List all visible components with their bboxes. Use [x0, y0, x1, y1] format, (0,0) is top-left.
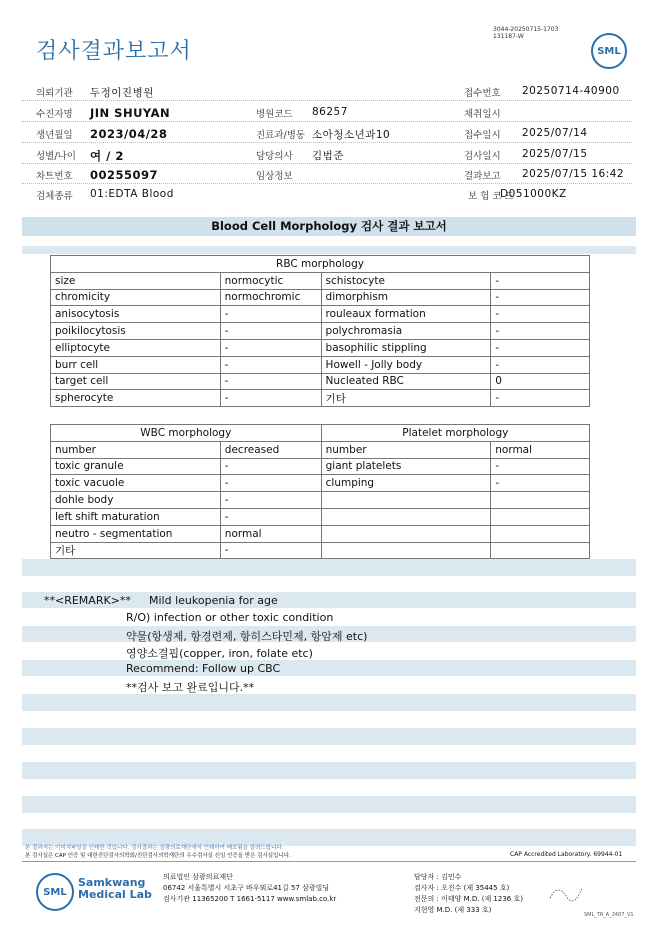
header-label: 담당의사: [256, 151, 293, 162]
table-cell: clumping: [321, 475, 491, 492]
table-cell: burr cell: [51, 356, 221, 373]
table-cell: [321, 508, 491, 525]
header-label: 채취일시: [464, 109, 501, 120]
table-cell: -: [491, 475, 590, 492]
table-cell: dohle body: [51, 492, 221, 509]
table-cell: number: [51, 441, 221, 458]
table-cell: [491, 492, 590, 509]
header-value: D051000KZ: [500, 188, 567, 200]
table-cell: spherocyte: [51, 390, 221, 407]
rbc-morphology-table: [50, 255, 590, 407]
form-version: SML_TR_A_2407_V1: [584, 912, 634, 918]
table-cell: -: [491, 339, 590, 356]
header-value: 86257: [312, 106, 348, 118]
table-cell: -: [220, 356, 321, 373]
table-cell: -: [491, 458, 590, 475]
table-row: [51, 339, 590, 356]
table-cell: [321, 525, 491, 542]
table-row: [51, 373, 590, 390]
header-label: 접수일시: [464, 130, 501, 141]
remark-line: R/O) infection or other toxic condition: [126, 611, 334, 624]
table-cell: giant platelets: [321, 458, 491, 475]
table-row: [51, 306, 590, 323]
header-label: 병원코드: [256, 109, 293, 120]
header-label: 결과보고: [464, 171, 501, 182]
table-cell: -: [220, 492, 321, 509]
band: [22, 762, 636, 779]
table-row: [51, 289, 590, 306]
table-cell: -: [220, 508, 321, 525]
header-label: 차트번호: [36, 171, 73, 182]
document-id: 3044-20250715-1703 131187-W: [493, 26, 559, 40]
table-cell: neutro - segmentation: [51, 525, 221, 542]
header-label: 수진자명: [36, 109, 73, 120]
table-cell: target cell: [51, 373, 221, 390]
header-value: 2025/07/15: [522, 148, 588, 160]
table-cell: dimorphism: [321, 289, 491, 306]
table-cell: normal: [491, 441, 590, 458]
table-cell: decreased: [220, 441, 321, 458]
staff-list: 담당자 : 김민수 검사자 : 오진수 (제 35445 호) 전문의 : 이태양 M.D. (제 1236 호) 지현영 M.D. (제 333 호): [414, 873, 523, 914]
table-cell: number: [321, 441, 491, 458]
wbc-platelet-morphology-table: [50, 424, 590, 559]
table-cell: [491, 525, 590, 542]
table-row: [51, 323, 590, 340]
header-label: 성별/나이: [36, 151, 76, 162]
table-cell: polychromasia: [321, 323, 491, 340]
header-value: 소아청소년과10: [312, 129, 391, 141]
table-cell: anisocytosis: [51, 306, 221, 323]
band: [22, 728, 636, 745]
header-label: 검사일시: [464, 151, 501, 162]
table-cell: -: [220, 390, 321, 407]
table-cell: -: [220, 475, 321, 492]
remark-line: 영양소결핍(copper, iron, folate etc): [126, 647, 313, 660]
table-cell: 0: [491, 373, 590, 390]
brand-name: Samkwang Medical Lab: [78, 876, 152, 901]
header-label: 임상정보: [256, 171, 293, 182]
table-cell: [321, 492, 491, 509]
table-cell: [491, 542, 590, 559]
band: [22, 660, 636, 676]
header-value: 00255097: [90, 168, 159, 182]
header-value: 2025/07/14: [522, 127, 588, 139]
page-title: 검사결과보고서: [36, 39, 192, 64]
header-value: 김범준: [312, 150, 344, 162]
table-cell: schistocyte: [321, 272, 491, 289]
table-cell: size: [51, 272, 221, 289]
table-cell: toxic vacuole: [51, 475, 221, 492]
header-label: 검체종류: [36, 191, 73, 202]
table-cell: -: [220, 339, 321, 356]
table-cell: -: [220, 373, 321, 390]
header-row: [22, 143, 632, 164]
header-row: [22, 80, 632, 101]
footer-note-print: 본 결과지는 이미지파일을 인쇄한 것입니다. 검사결과는 삼광의료재단에서 인쇄하여 배포됨을 알려드립니다.: [25, 845, 284, 851]
band: [22, 694, 636, 711]
header-value: JIN SHUYAN: [90, 106, 171, 120]
header-value: 20250714-40900: [522, 85, 620, 97]
table-cell: normocytic: [220, 272, 321, 289]
sml-logo: SML: [591, 33, 627, 69]
table-row: [51, 542, 590, 559]
table-cell: -: [220, 306, 321, 323]
cap-accreditation: CAP Accredited Laboratory. 69944-01: [510, 851, 623, 858]
signature-icon: [548, 878, 588, 908]
header-value: 두정이진병원: [90, 87, 154, 99]
table-cell: basophilic stippling: [321, 339, 491, 356]
remark-line: Mild leukopenia for age: [149, 594, 278, 607]
header-row: [22, 101, 632, 122]
wbc-table-title: WBC morphology: [51, 425, 322, 442]
table-cell: 기타: [51, 542, 221, 559]
table-cell: chromicity: [51, 289, 221, 306]
table-cell: [491, 508, 590, 525]
table-cell: -: [491, 390, 590, 407]
table-cell: -: [220, 542, 321, 559]
header-label: 보 험 코 드: [468, 191, 514, 202]
header-row: [22, 183, 632, 203]
rbc-table-title: RBC morphology: [51, 256, 590, 273]
table-cell: -: [491, 306, 590, 323]
header-label: 진료과/병동: [256, 130, 306, 141]
remark-line: **검사 보고 완료입니다.**: [126, 681, 255, 694]
header-value: 01:EDTA Blood: [90, 188, 174, 200]
table-row: [51, 441, 590, 458]
table-row: [51, 356, 590, 373]
table-row: [51, 390, 590, 407]
table-cell: rouleaux formation: [321, 306, 491, 323]
table-cell: normal: [220, 525, 321, 542]
table-row: [51, 492, 590, 509]
remark-line: Recommend: Follow up CBC: [126, 662, 281, 675]
remark-line: 약물(항생제, 항경련제, 항히스타민제, 항암제 etc): [126, 630, 368, 643]
table-cell: -: [220, 458, 321, 475]
table-row: [51, 508, 590, 525]
table-cell: toxic granule: [51, 458, 221, 475]
header-row: [22, 163, 632, 184]
header-row: [22, 122, 632, 143]
remark-label: **<REMARK>**: [44, 594, 131, 607]
table-cell: Howell - Jolly body: [321, 356, 491, 373]
table-row: [51, 272, 590, 289]
table-cell: elliptocyte: [51, 339, 221, 356]
band: [22, 796, 636, 813]
table-row: [51, 475, 590, 492]
table-cell: -: [491, 356, 590, 373]
table-cell: poikilocytosis: [51, 323, 221, 340]
table-cell: -: [491, 289, 590, 306]
band: [22, 246, 636, 254]
header-label: 의뢰기관: [36, 88, 73, 99]
table-cell: left shift maturation: [51, 508, 221, 525]
header-value: 2025/07/15 16:42: [522, 168, 625, 180]
table-cell: -: [491, 272, 590, 289]
header-value: 여 / 2: [90, 149, 124, 163]
footer-note-accreditation: 본 검사실은 CAP 인증 및 대한진단검사의학회/진단검사의학재단의 우수검사실 신임 인증을 받은 검사실입니다.: [25, 853, 291, 859]
table-cell: 기타: [321, 390, 491, 407]
header-label: 접수번호: [464, 88, 501, 99]
table-cell: [321, 542, 491, 559]
footer-divider: [22, 861, 636, 862]
sml-footer-logo: SML: [36, 873, 74, 911]
table-row: [51, 525, 590, 542]
lab-address: 의료법인 삼광의료재단 06742 서울특별시 서초구 바우뫼로41길 57 삼광빌딩 검사기관 11365200 T 1661-5117 www.smlab.co.kr: [163, 873, 337, 903]
table-cell: normochromic: [220, 289, 321, 306]
table-row: [51, 458, 590, 475]
table-cell: -: [220, 323, 321, 340]
header-label: 생년월일: [36, 130, 73, 141]
platelet-table-title: Platelet morphology: [321, 425, 589, 442]
table-cell: -: [491, 323, 590, 340]
section-title: Blood Cell Morphology 검사 결과 보고서: [22, 217, 636, 236]
band: [22, 559, 636, 576]
header-value: 2023/04/28: [90, 127, 168, 141]
table-cell: Nucleated RBC: [321, 373, 491, 390]
